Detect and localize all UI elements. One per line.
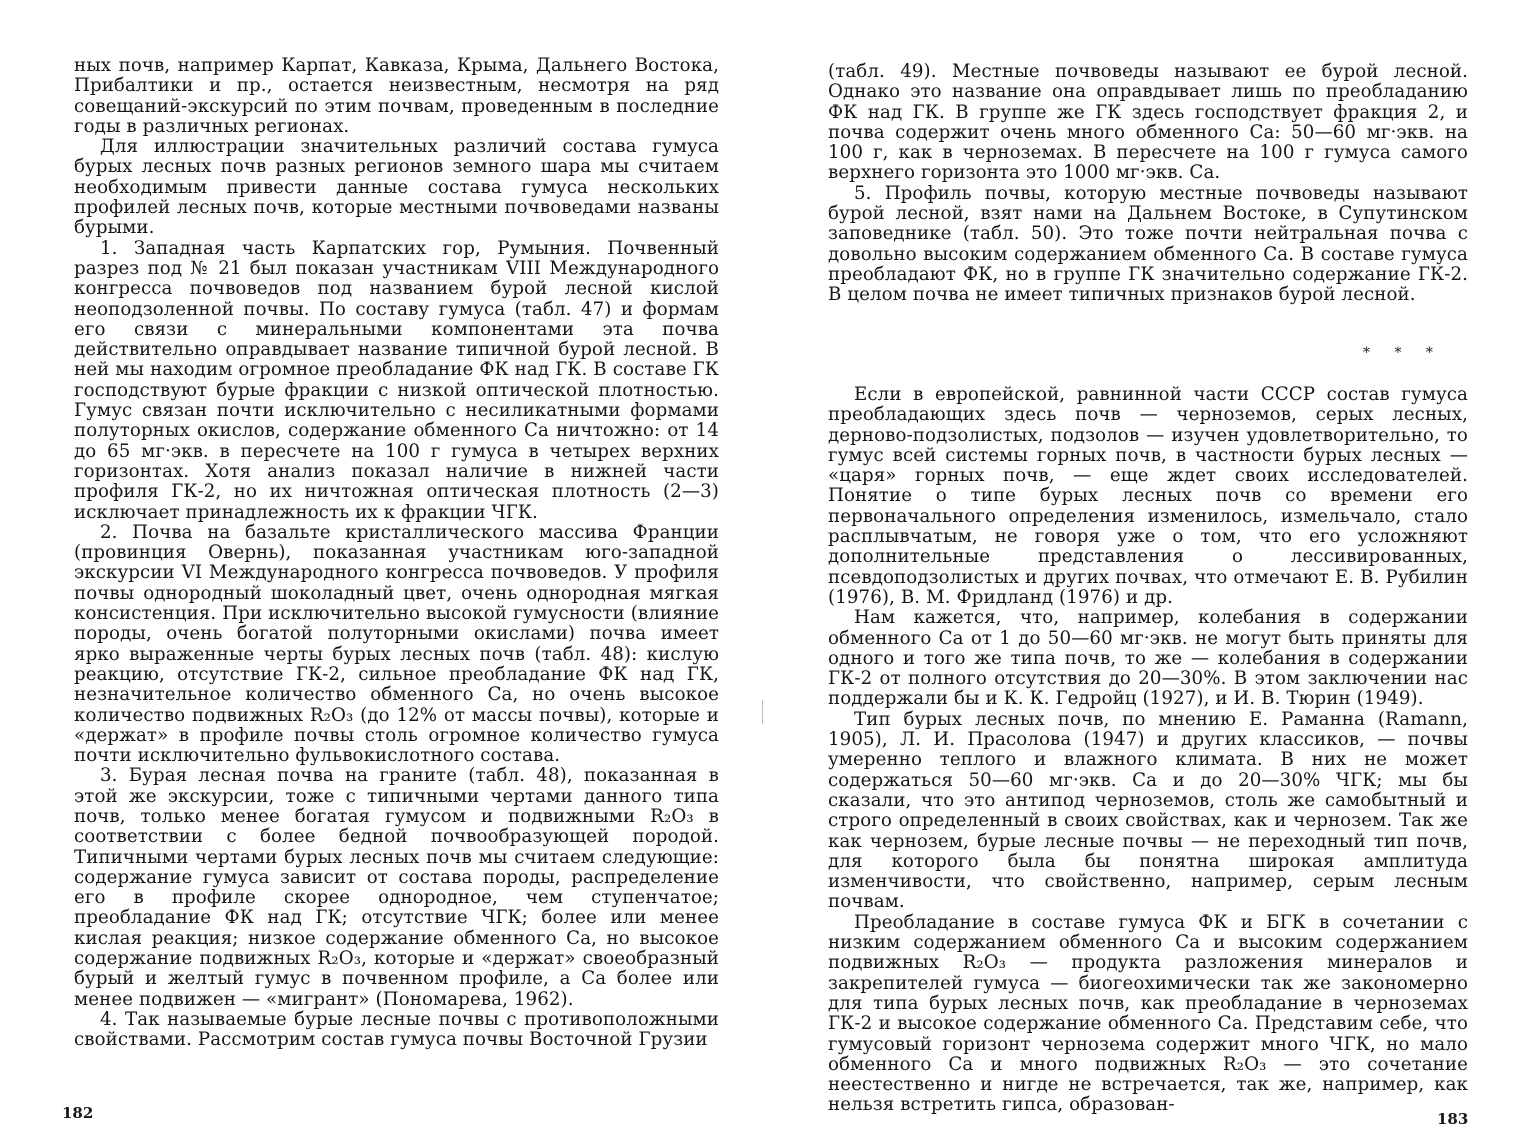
page-number-right: 183 xyxy=(1437,1110,1469,1128)
paragraph: Преобладание в составе гумуса ФК и БГК в сочетании с низким содержанием обменного Са и высоким содержанием подвижных R₂O₃ — продукта разложения минералов и закрепителей гумуса — биогеохимически так же закономерно для типа бурых лесных почв, как преобладание в черноземах ГК-2 и высокое содержание обменного Са. Представим себе, что гумусовый горизонт чернозема содержит много ЧГК, но мало обменного Са и много подвижных R₂O₃ — это сочетание неестественно и нигде не встречается, так же, например, как нельзя встретить гипса, образован- xyxy=(828,911,1468,1116)
paragraph: 5. Профиль почвы, которую местные почвоведы называют бурой лесной, взят нами на Дальнем Востоке, в Супутинском заповеднике (табл. 50). Это тоже почти нейтральная почва с довольно высоким содержанием обменного Са. В составе гумуса преобладают ФК, но в группе ГК значительно содержание ГК-2. В целом почва не имеет типичных признаков бурой лесной. xyxy=(828,182,1468,306)
paragraph: Нам кажется, что, например, колебания в содержании обменного Са от 1 до 50—60 мг·экв. не могут быть приняты для одного и того же типа почв, то же — колебания в содержании ГК-2 от полного отсутствия до 20—30%. В этом заключении нас поддержали бы и К. К. Гедройц (1927), и И. В. Тюрин (1949). xyxy=(828,607,1468,710)
paragraph: 2. Почва на базальте кристаллического массива Франции (провинция Овернь), показанная участникам юго-западной экскурсии VI Международного конгресса почвоведов. У профиля почвы однородный шоколадный цвет, очень однородная мягкая консистенция. При исключительно высокой гумусности (влияние породы, очень богатой полуторными окислами) почва имеет ярко выраженные черты бурых лесных почв (табл. 48): кислую реакцию, отсутствие ГК-2, сильное преобладание ФК над ГК, незначительное количество обменного Са, но очень высокое количество подвижных R₂O₃ (до 12% от массы почвы), которые и «держат» в профиле почвы столь огромное количество гумуса почти исключительно фульвокислотного состава. xyxy=(74,521,719,767)
paragraph: Тип бурых лесных почв, по мнению Е. Раманна (Ramann, 1905), Л. И. Прасолова (1947) и других классиков, — почвы умеренно теплого и влажного климата. В них не может содержаться 50—60 мг·экв. Са и до 20—30% ЧГК; мы бы сказали, что это антипод черноземов, столь же самобытный и строго определенный в своих свойствах, как и чернозем. Так же как чернозем, бурые лесные почвы — не переходный тип почв, для которого была бы понятна широкая амплитуда изменчивости, что свойственно, например, серым лесным почвам. xyxy=(828,708,1468,913)
right-page-text-top xyxy=(828,62,1468,306)
section-separator: * * * xyxy=(1363,345,1443,361)
paragraph: 4. Так называемые бурые лесные почвы с противоположными свойствами. Рассмотрим состав гумуса почвы Восточной Грузии xyxy=(74,1008,719,1051)
left-page xyxy=(74,0,719,1144)
page-number-left: 182 xyxy=(62,1104,94,1122)
right-page xyxy=(828,0,1468,1144)
paragraph: Для иллюстрации значительных различий состава гумуса бурых лесных почв разных регионов земного шара мы считаем необходимым привести данные состава гумуса нескольких профилей лесных почв, которые местными почвоведами названы бурыми. xyxy=(74,136,719,239)
left-page-text xyxy=(74,56,719,1051)
paragraph: ных почв, например Карпат, Кавказа, Крыма, Дальнего Востока, Прибалтики и пр., остается неизвестным, несмотря на ряд совещаний-экскурсий по этим почвам, проведенным в последние годы в различных регионах. xyxy=(74,55,719,137)
gutter-mark xyxy=(762,700,763,724)
paragraph: 1. Западная часть Карпатских гор, Румыния. Почвенный разрез под № 21 был показан участникам VIII Международного конгресса почвоведов под названием бурой лесной кислой неоподзоленной почвы. По составу гумуса (табл. 47) и формам его связи с минеральными компонентами эта почва действительно оправдывает название типичной бурой лесной. В ней мы находим огромное преобладание ФК над ГК. В составе ГК господствуют бурые фракции с низкой оптической плотностью. Гумус связан почти исключительно с несиликатными формами полуторных окислов, содержание обменного Са ничтожно: от 14 до 65 мг·экв. в пересчете на 100 г гумуса в четырех верхних горизонтах. Хотя анализ показал наличие в нижней части профиля ГК-2, но их ничтожная оптическая плотность (2—3) исключает принадлежность их к фракции ЧГК. xyxy=(74,237,719,523)
right-page-text-bottom xyxy=(828,385,1468,1116)
paragraph: Если в европейской, равнинной части СССР состав гумуса преобладающих здесь почв — черноземов, серых лесных, дерново-подзолистых, подзолов — изучен удовлетворительно, то гумус всей системы горных почв, в частности бурых лесных — «царя» горных почв, — еще ждет своих исследователей. Понятие о типе бурых лесных почв со времени его первоначального определения изменилось, измельчало, стало расплывчатым, не говоря уже о том, что его усложняют дополнительные представления о лессивированных, псевдоподзолистых и других почвах, что отмечают Е. В. Рубилин (1976), В. М. Фридланд (1976) и др. xyxy=(828,384,1468,608)
paragraph: (табл. 49). Местные почвоведы называют ее бурой лесной. Однако это название она оправдывает лишь по преобладанию ФК над ГК. В группе же ГК здесь господствует фракция 2, и почва содержит очень много обменного Са: 50—60 мг·экв. на 100 г, как в черноземах. В пересчете на 100 г гумуса самого верхнего горизонта это 1000 мг·экв. Са. xyxy=(828,61,1468,184)
paragraph: 3. Бурая лесная почва на граните (табл. 48), показанная в этой же экскурсии, тоже с типичными чертами данного типа почв, только менее богатая гумусом и подвижными R₂O₃ в соответствии с более бедной почвообразующей породой. Типичными чертами бурых лесных почв мы считаем следующие: содержание гумуса зависит от состава породы, распределение его в профиле скорее однородное, чем ступенчатое; преобладание ФК над ГК; отсутствие ЧГК; более или менее кислая реакция; низкое содержание обменного Са, но высокое содержание подвижных R₂O₃, которые и «держат» своеобразный бурый и желтый гумус в почвенном профиле, а Са более или менее подвижен — «мигрант» (Пономарева, 1962). xyxy=(74,765,719,1010)
